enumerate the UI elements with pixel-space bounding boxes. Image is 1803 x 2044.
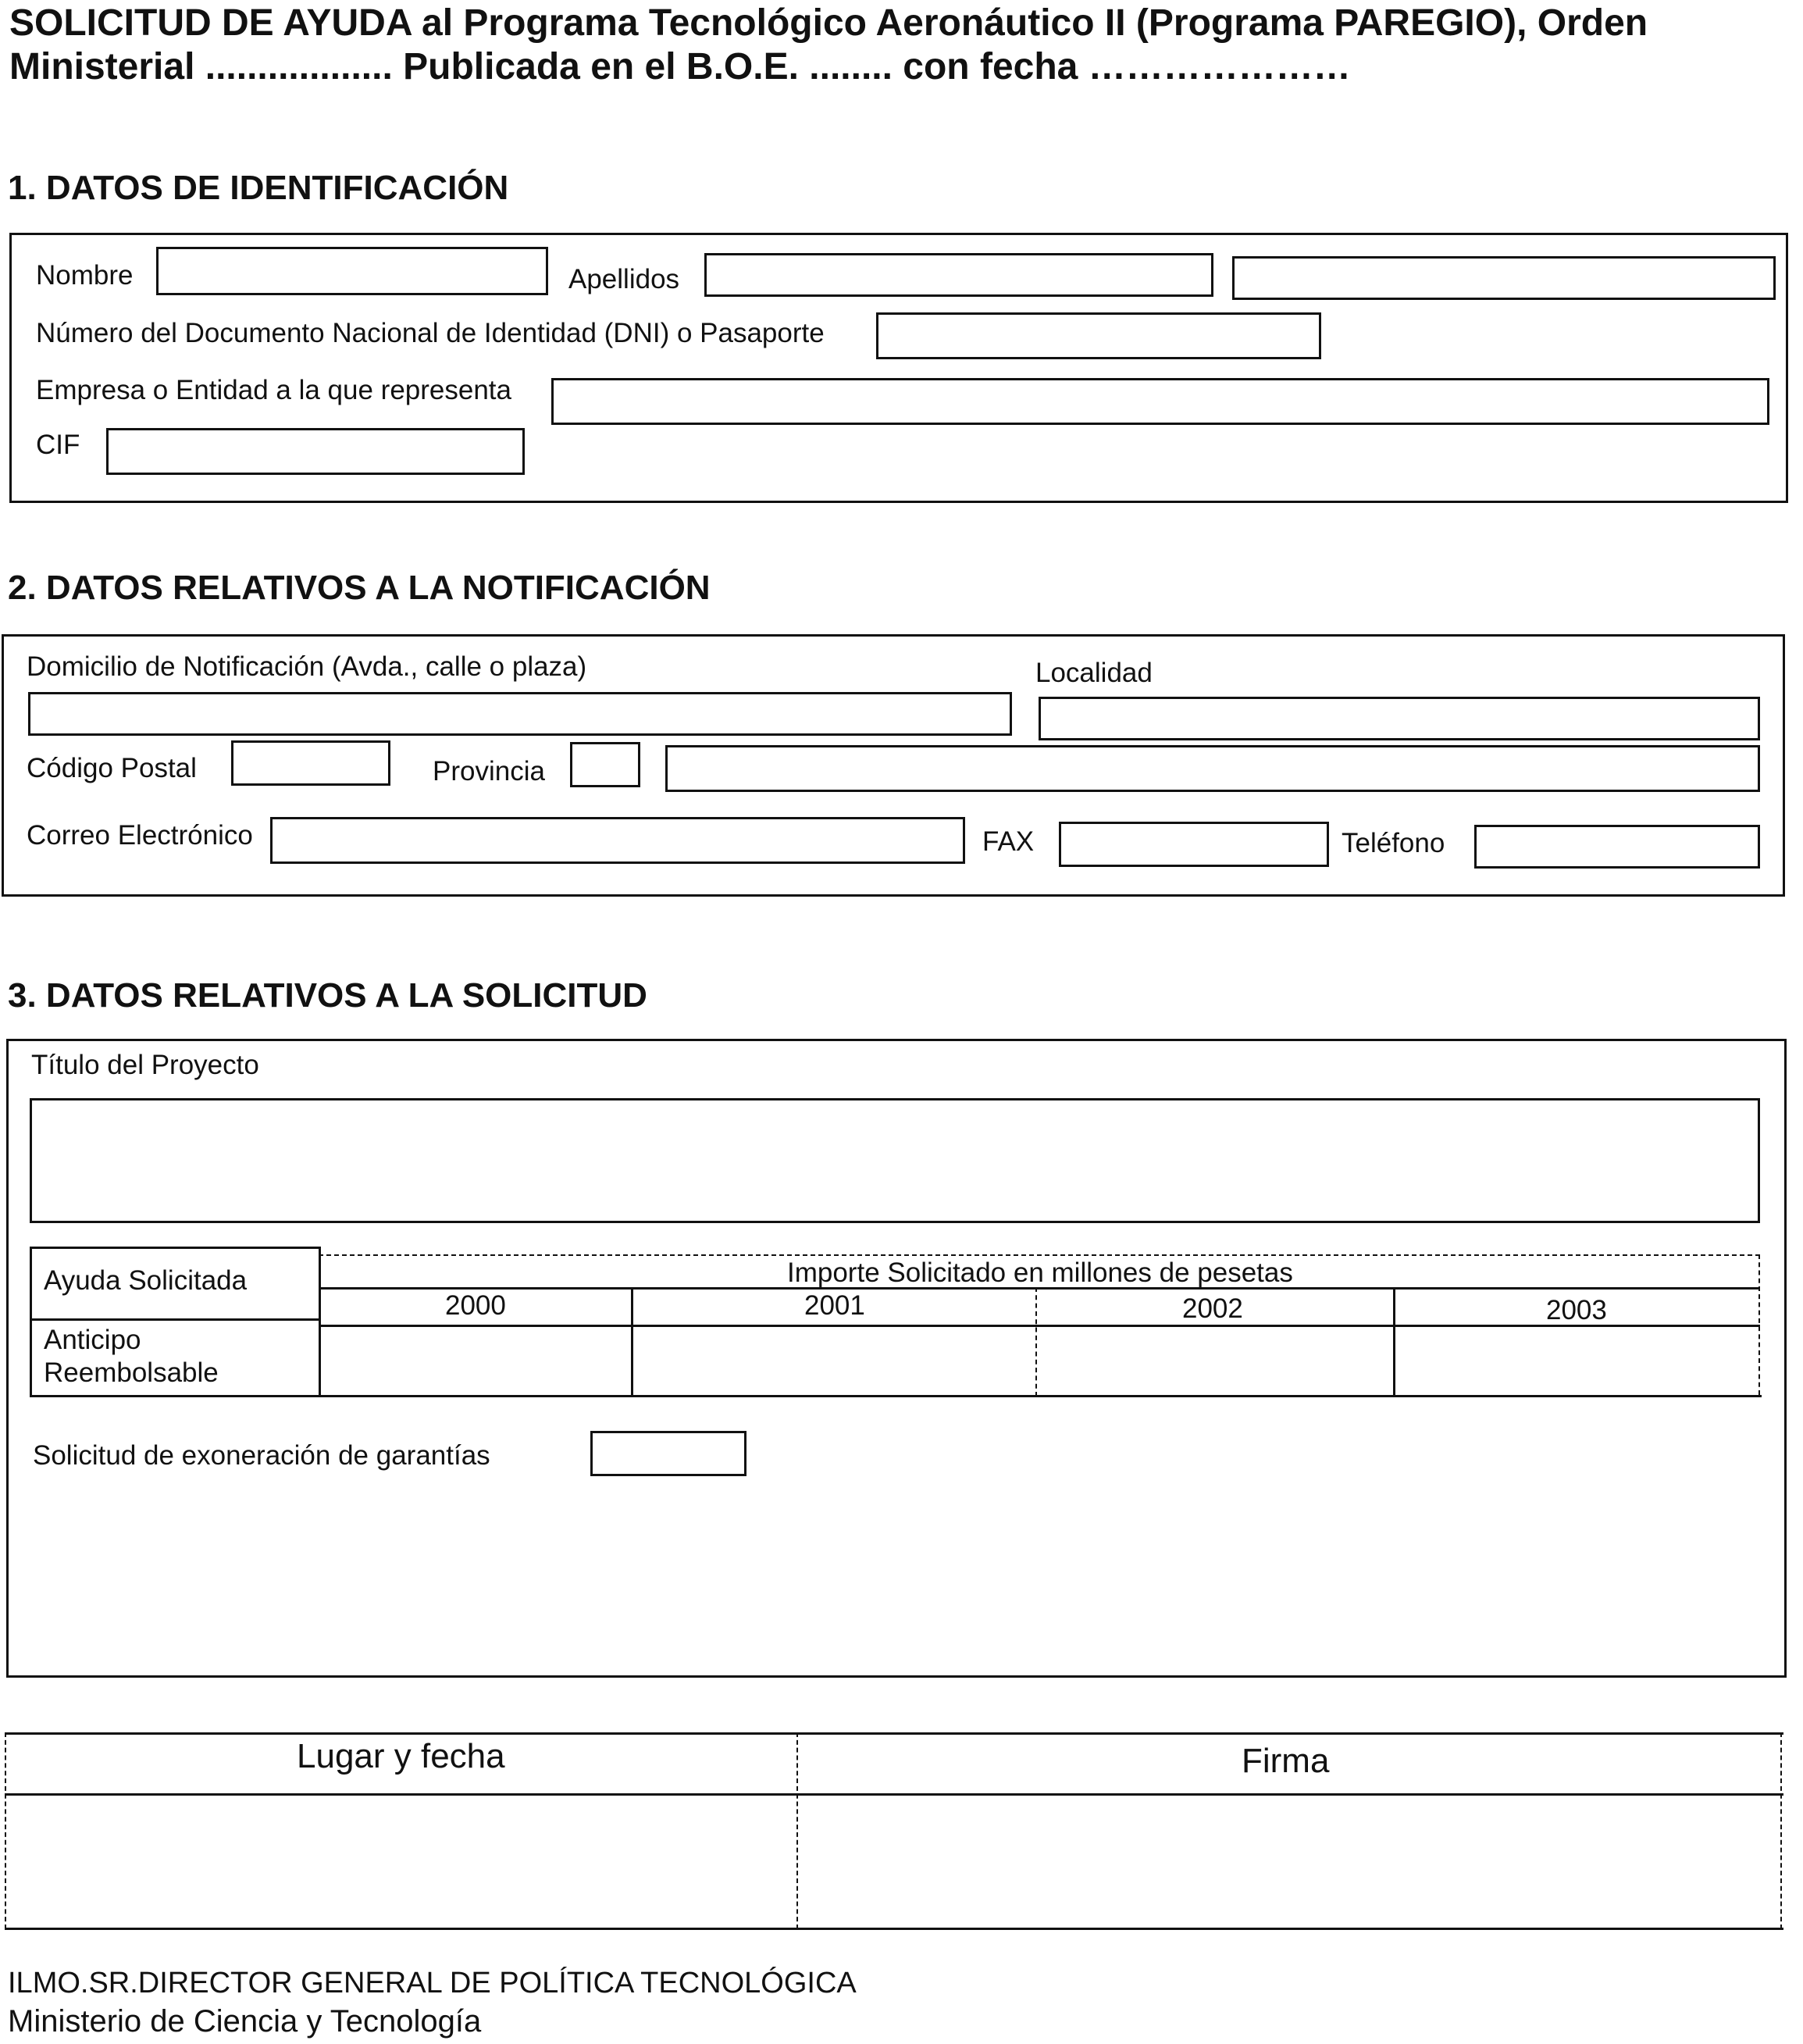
provincia-label: Provincia xyxy=(433,756,545,787)
year-2001-header: 2001 xyxy=(804,1290,865,1321)
importe-2001-cell[interactable] xyxy=(634,1328,1034,1393)
cif-field[interactable] xyxy=(106,428,525,475)
correo-field[interactable] xyxy=(270,817,965,864)
codigo-postal-field[interactable] xyxy=(231,740,390,786)
anticipo-label: Anticipo xyxy=(44,1325,141,1355)
nombre-label: Nombre xyxy=(36,260,134,291)
firma-field[interactable] xyxy=(801,1798,1777,1924)
year-2003-header: 2003 xyxy=(1546,1295,1607,1325)
titulo-proyecto-field[interactable] xyxy=(30,1098,1760,1223)
form-title-line-2: Ministerial .................. Publicada en el B.O.E. ........ con fecha ………………… xyxy=(9,46,1351,87)
importe-2003-cell[interactable] xyxy=(1396,1328,1757,1393)
apellidos-label: Apellidos xyxy=(568,264,680,294)
form-title-line-1: SOLICITUD DE AYUDA al Programa Tecnológico Aeronáutico II (Programa PAREGIO), Orden xyxy=(9,2,1648,44)
codigo-postal-label: Código Postal xyxy=(27,753,197,783)
empresa-field[interactable] xyxy=(551,378,1769,425)
importe-group-header: Importe Solicitado en millones de pesetas xyxy=(787,1257,1293,1288)
domicilio-label: Domicilio de Notificación (Avda., calle o plaza) xyxy=(27,651,587,682)
apellido-2-field[interactable] xyxy=(1232,256,1776,300)
section-3-heading: 3. DATOS RELATIVOS A LA SOLICITUD xyxy=(8,976,647,1015)
ayuda-solicitada-header: Ayuda Solicitada xyxy=(44,1265,248,1296)
importe-table xyxy=(30,1247,1762,1400)
exoneracion-field[interactable] xyxy=(590,1431,746,1476)
telefono-field[interactable] xyxy=(1474,825,1760,869)
fax-label: FAX xyxy=(982,826,1035,857)
section-2-heading: 2. DATOS RELATIVOS A LA NOTIFICACIÓN xyxy=(8,569,711,607)
dni-label: Número del Documento Nacional de Identidad (DNI) o Pasaporte xyxy=(36,318,825,348)
year-2000-header: 2000 xyxy=(445,1290,506,1321)
signature-table xyxy=(5,1732,1783,1932)
localidad-field[interactable] xyxy=(1039,697,1760,740)
titulo-proyecto-label: Título del Proyecto xyxy=(31,1050,259,1080)
lugar-fecha-field[interactable] xyxy=(8,1798,793,1924)
importe-2000-cell[interactable] xyxy=(322,1328,629,1393)
exoneracion-label: Solicitud de exoneración de garantías xyxy=(33,1440,490,1471)
empresa-label: Empresa o Entidad a la que representa xyxy=(36,375,511,405)
section-1-heading: 1. DATOS DE IDENTIFICACIÓN xyxy=(8,169,509,207)
domicilio-field[interactable] xyxy=(28,692,1012,736)
year-2002-header: 2002 xyxy=(1182,1293,1243,1324)
cif-label: CIF xyxy=(36,430,80,460)
telefono-label: Teléfono xyxy=(1342,828,1445,858)
reembolsable-label: Reembolsable xyxy=(44,1357,219,1388)
correo-label: Correo Electrónico xyxy=(27,820,253,851)
recipient-title: ILMO.SR.DIRECTOR GENERAL DE POLÍTICA TECNOLÓGICA xyxy=(8,1967,857,1999)
fax-field[interactable] xyxy=(1059,822,1329,867)
provincia-code-field[interactable] xyxy=(570,742,640,787)
firma-header: Firma xyxy=(1242,1742,1330,1780)
recipient-ministry: Ministerio de Ciencia y Tecnología xyxy=(8,2004,482,2039)
provincia-field[interactable] xyxy=(665,745,1760,792)
apellido-1-field[interactable] xyxy=(704,253,1213,297)
lugar-fecha-header: Lugar y fecha xyxy=(297,1737,505,1775)
nombre-field[interactable] xyxy=(156,247,548,295)
localidad-label: Localidad xyxy=(1035,658,1153,688)
dni-field[interactable] xyxy=(876,312,1321,359)
importe-2002-cell[interactable] xyxy=(1039,1328,1391,1393)
